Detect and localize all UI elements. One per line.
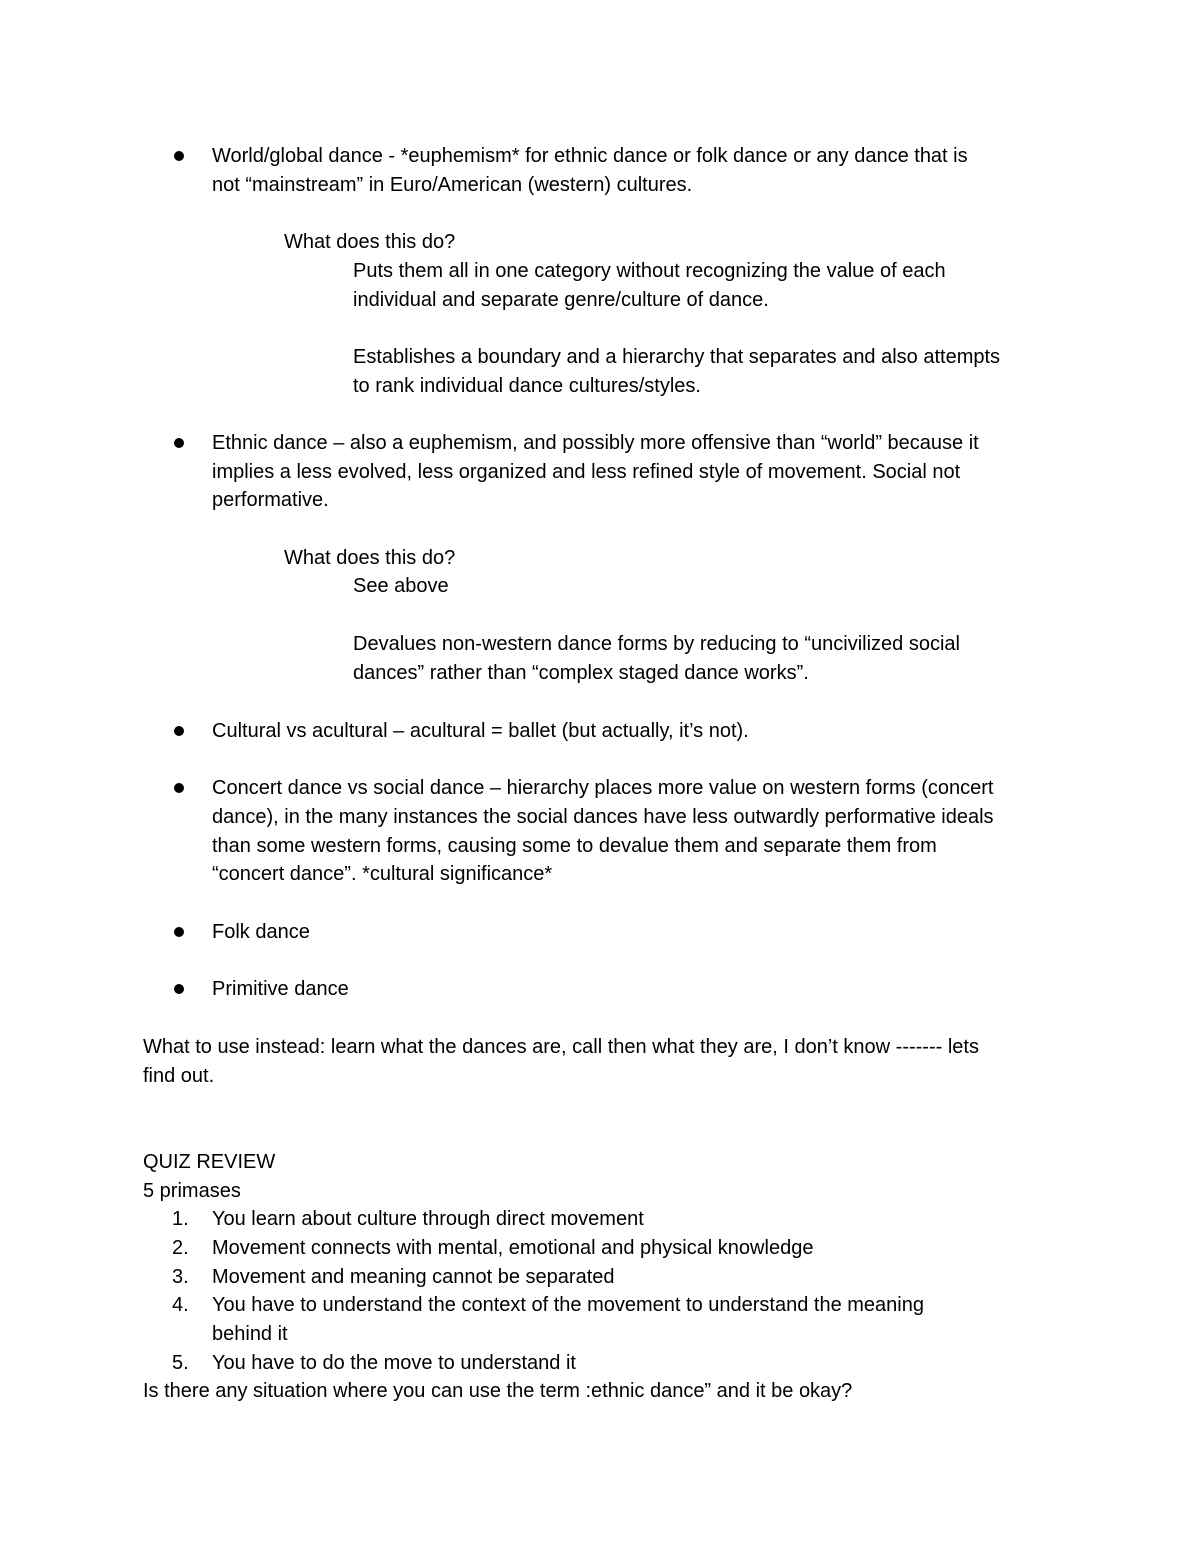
- answer-text: dances” rather than “complex staged dance works”.: [353, 662, 809, 684]
- primitive-dance-text: Primitive dance: [212, 978, 349, 1000]
- bullet-marker: [174, 726, 184, 736]
- list-number: 5.: [172, 1352, 189, 1374]
- answer-text: Establishes a boundary and a hierarchy that separates and also attempts: [353, 346, 1001, 368]
- question-text: What does this do?: [284, 231, 456, 253]
- bullet-marker: [174, 438, 184, 448]
- list-item-continuation: behind it: [212, 1323, 288, 1345]
- answer-text: Puts them all in one category without recognizing the value of each: [353, 260, 946, 282]
- cultural-text: Cultural vs acultural – acultural = ballet (but actually, it’s not).: [212, 720, 749, 742]
- concert-dance-text: Concert dance vs social dance – hierarchy places more value on western forms (concert: [212, 777, 994, 799]
- instead-paragraph: What to use instead: learn what the dances are, call then what they are, I don’t know ------- lets: [143, 1036, 979, 1058]
- question-text: What does this do?: [284, 547, 456, 569]
- instead-paragraph: find out.: [143, 1065, 215, 1087]
- list-number: 2.: [172, 1237, 189, 1259]
- list-item: You learn about culture through direct movement: [212, 1208, 644, 1230]
- list-item: Movement connects with mental, emotional and physical knowledge: [212, 1237, 814, 1259]
- list-item: You have to do the move to understand it: [212, 1352, 576, 1374]
- world-dance-text: not “mainstream” in Euro/American (western) cultures.: [212, 174, 693, 196]
- answer-text: individual and separate genre/culture of dance.: [353, 289, 769, 311]
- list-number: 3.: [172, 1266, 189, 1288]
- ethnic-dance-text: performative.: [212, 489, 329, 511]
- concert-dance-text: “concert dance”. *cultural significance*: [212, 863, 553, 885]
- answer-text: to rank individual dance cultures/styles.: [353, 375, 701, 397]
- bullet-marker: [174, 927, 184, 937]
- concert-dance-text: than some western forms, causing some to devalue them and separate them from: [212, 835, 937, 857]
- quiz-subheading: 5 primases: [143, 1180, 241, 1202]
- answer-text: See above: [353, 575, 449, 597]
- closing-question: Is there any situation where you can use the term :ethnic dance” and it be okay?: [143, 1380, 853, 1402]
- ethnic-dance-text: implies a less evolved, less organized and less refined style of movement. Social not: [212, 461, 961, 483]
- folk-dance-text: Folk dance: [212, 921, 310, 943]
- bullet-marker: [174, 783, 184, 793]
- list-item: You have to understand the context of the movement to understand the meaning: [212, 1294, 924, 1316]
- list-number: 4.: [172, 1294, 189, 1316]
- concert-dance-text: dance), in the many instances the social dances have less outwardly performative ideals: [212, 806, 994, 828]
- world-dance-text: World/global dance - *euphemism* for ethnic dance or folk dance or any dance that is: [212, 145, 968, 167]
- quiz-heading: QUIZ REVIEW: [143, 1151, 276, 1173]
- list-item: Movement and meaning cannot be separated: [212, 1266, 615, 1288]
- bullet-marker: [174, 151, 184, 161]
- answer-text: Devalues non-western dance forms by reducing to “uncivilized social: [353, 633, 960, 655]
- ethnic-dance-text: Ethnic dance – also a euphemism, and possibly more offensive than “world” because it: [212, 432, 979, 454]
- bullet-marker: [174, 984, 184, 994]
- list-number: 1.: [172, 1208, 189, 1230]
